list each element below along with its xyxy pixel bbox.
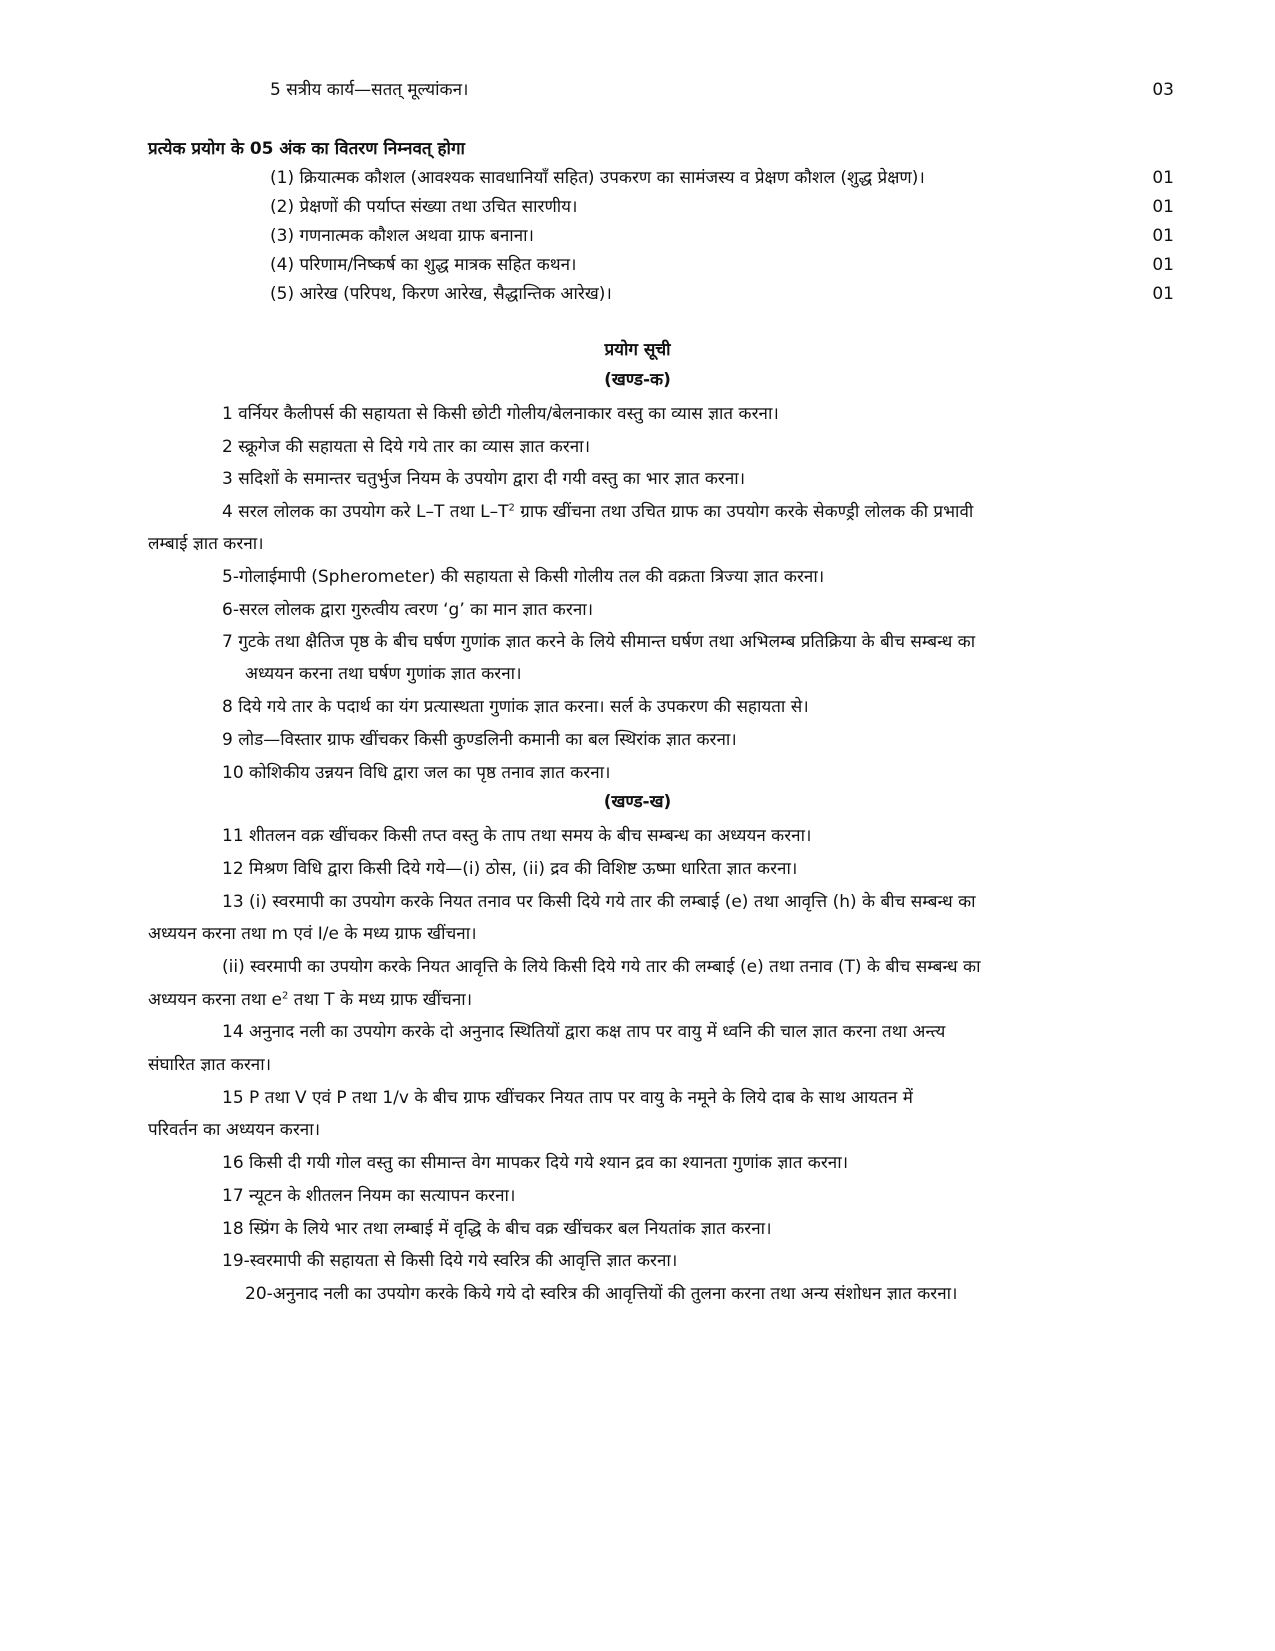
experiment-item-continuation: अध्ययन करना तथा m एवं I/e के मध्य ग्राफ खींचना।	[148, 924, 477, 944]
experiment-item: 4 सरल लोलक का उपयोग करे L–T तथा $L-T^2$ ग्राफ खींचना तथा उचित ग्राफ का उपयोग करके सेकण्ड्री लोलक की प्रभावी	[222, 502, 974, 522]
experiment-item: 12 मिश्रण विधि द्वारा किसी दिये गये—(i) ठोस, (ii) द्रव की विशिष्ट ऊष्मा धारिता ज्ञात करना।	[222, 859, 798, 879]
distribution-item-marks: 01	[1152, 226, 1174, 246]
experiment-item: 6-सरल लोलक द्वारा गुरुत्वीय त्वरण ‘g’ का मान ज्ञात करना।	[222, 600, 594, 620]
experiment-item: 18 स्प्रिंग के लिये भार तथा लम्बाई में वृद्धि के बीच वक्र खींचकर बल नियतांक ज्ञात करना।	[222, 1219, 772, 1239]
section-b-title: (खण्ड-ख)	[603, 792, 672, 812]
distribution-heading: प्रत्येक प्रयोग के 05 अंक का वितरण निम्नवत् होगा	[148, 139, 465, 159]
experiment-item-continuation: परिवर्तन का अध्ययन करना।	[148, 1120, 321, 1140]
experiment-item: 14 अनुनाद नली का उपयोग करके दो अनुनाद स्थितियों द्वारा कक्ष ताप पर वायु में ध्वनि की चाल ज्ञात करना तथा अन्त्य	[222, 1022, 946, 1042]
experiment-item: (ii) स्वरमापी का उपयोग करके नियत आवृत्ति के लिये किसी दिये गये तार की लम्बाई (e) तथा तनाव (T) के बीच सम्बन्ध का	[222, 957, 981, 977]
experiment-item: 16 किसी दी गयी गोल वस्तु का सीमान्त वेग मापकर दिये गये श्यान द्रव का श्यानता गुणांक ज्ञात करना।	[222, 1153, 849, 1173]
sessional-work-item: 5 सत्रीय कार्य—सतत् मूल्यांकन।	[270, 80, 469, 100]
distribution-item-marks: 01	[1152, 284, 1174, 304]
experiment-item: 20-अनुनाद नली का उपयोग करके किये गये दो स्वरित्र की आवृत्तियों की तुलना करना तथा अन्य संशोधन ज्ञात करना।	[245, 1284, 958, 1304]
distribution-item: (5) आरेख (परिपथ, किरण आरेख, सैद्धान्तिक आरेख)।	[270, 284, 612, 304]
experiment-item-continuation: अध्ययन करना तथा $e^2$ तथा T के मध्य ग्राफ खींचना।	[148, 990, 473, 1010]
experiment-item: 9 लोड—विस्तार ग्राफ खींचकर किसी कुण्डलिनी कमानी का बल स्थिरांक ज्ञात करना।	[222, 730, 737, 750]
experiment-item: 11 शीतलन वक्र खींचकर किसी तप्त वस्तु के ताप तथा समय के बीच सम्बन्ध का अध्ययन करना।	[222, 826, 812, 846]
distribution-item-marks: 01	[1152, 168, 1174, 188]
experiment-item: 15 P तथा V एवं P तथा 1/v के बीच ग्राफ खींचकर नियत ताप पर वायु के नमूने के लिये दाब के साथ आयतन में	[222, 1088, 913, 1108]
experiment-item: 1 वर्नियर कैलीपर्स की सहायता से किसी छोटी गोलीय/बेलनाकार वस्तु का व्यास ज्ञात करना।	[222, 404, 779, 424]
distribution-item: (2) प्रेक्षणों की पर्याप्त संख्या तथा उचित सारणीय।	[270, 197, 578, 217]
experiment-item: 10 कोशिकीय उन्नयन विधि द्वारा जल का पृष्ठ तनाव ज्ञात करना।	[222, 763, 611, 783]
experiment-item: 5-गोलाईमापी (Spherometer) की सहायता से किसी गोलीय तल की वक्रता त्रिज्या ज्ञात करना।	[222, 567, 825, 587]
experiment-item-continuation: लम्बाई ज्ञात करना।	[148, 534, 264, 554]
distribution-item: (1) क्रियात्मक कौशल (आवश्यक सावधानियाँ सहित) उपकरण का सामंजस्य व प्रेक्षण कौशल (शुद्ध प्रेक्षण)।	[270, 168, 925, 188]
distribution-item: (4) परिणाम/निष्कर्ष का शुद्ध मात्रक सहित कथन।	[270, 255, 577, 275]
experiment-item: 3 सदिशों के समान्तर चतुर्भुज नियम के उपयोग द्वारा दी गयी वस्तु का भार ज्ञात करना।	[222, 469, 746, 489]
sessional-work-marks: 03	[1152, 80, 1174, 100]
experiment-item: 2 स्क्रूगेज की सहायता से दिये गये तार का व्यास ज्ञात करना।	[222, 437, 591, 457]
experiment-item: 17 न्यूटन के शीतलन नियम का सत्यापन करना।	[222, 1186, 516, 1206]
distribution-item-marks: 01	[1152, 197, 1174, 217]
experiment-item: 7 गुटके तथा क्षैतिज पृष्ठ के बीच घर्षण गुणांक ज्ञात करने के लिये सीमान्त घर्षण तथा अभिलम्ब प्रतिक्रिया के बीच सम्बन्ध का	[222, 632, 976, 652]
experiment-item-continuation: अध्ययन करना तथा घर्षण गुणांक ज्ञात करना।	[245, 664, 522, 684]
experiment-item-continuation: संघारित ज्ञात करना।	[148, 1055, 272, 1075]
distribution-item: (3) गणनात्मक कौशल अथवा ग्राफ बनाना।	[270, 226, 534, 246]
experiment-item: 13 (i) स्वरमापी का उपयोग करके नियत तनाव पर किसी दिये गये तार की लम्बाई (e) तथा आवृत्ति (h) के बीच सम्बन्ध का	[222, 892, 976, 912]
experiment-list-title: प्रयोग सूची	[604, 340, 671, 360]
experiment-item: 8 दिये गये तार के पदार्थ का यंग प्रत्यास्थता गुणांक ज्ञात करना। सर्ल के उपकरण की सहायता से।	[222, 697, 809, 717]
distribution-item-marks: 01	[1152, 255, 1174, 275]
experiment-item: 19-स्वरमापी की सहायता से किसी दिये गये स्वरित्र की आवृत्ति ज्ञात करना।	[222, 1251, 678, 1271]
section-a-title: (खण्ड-क)	[604, 370, 671, 390]
